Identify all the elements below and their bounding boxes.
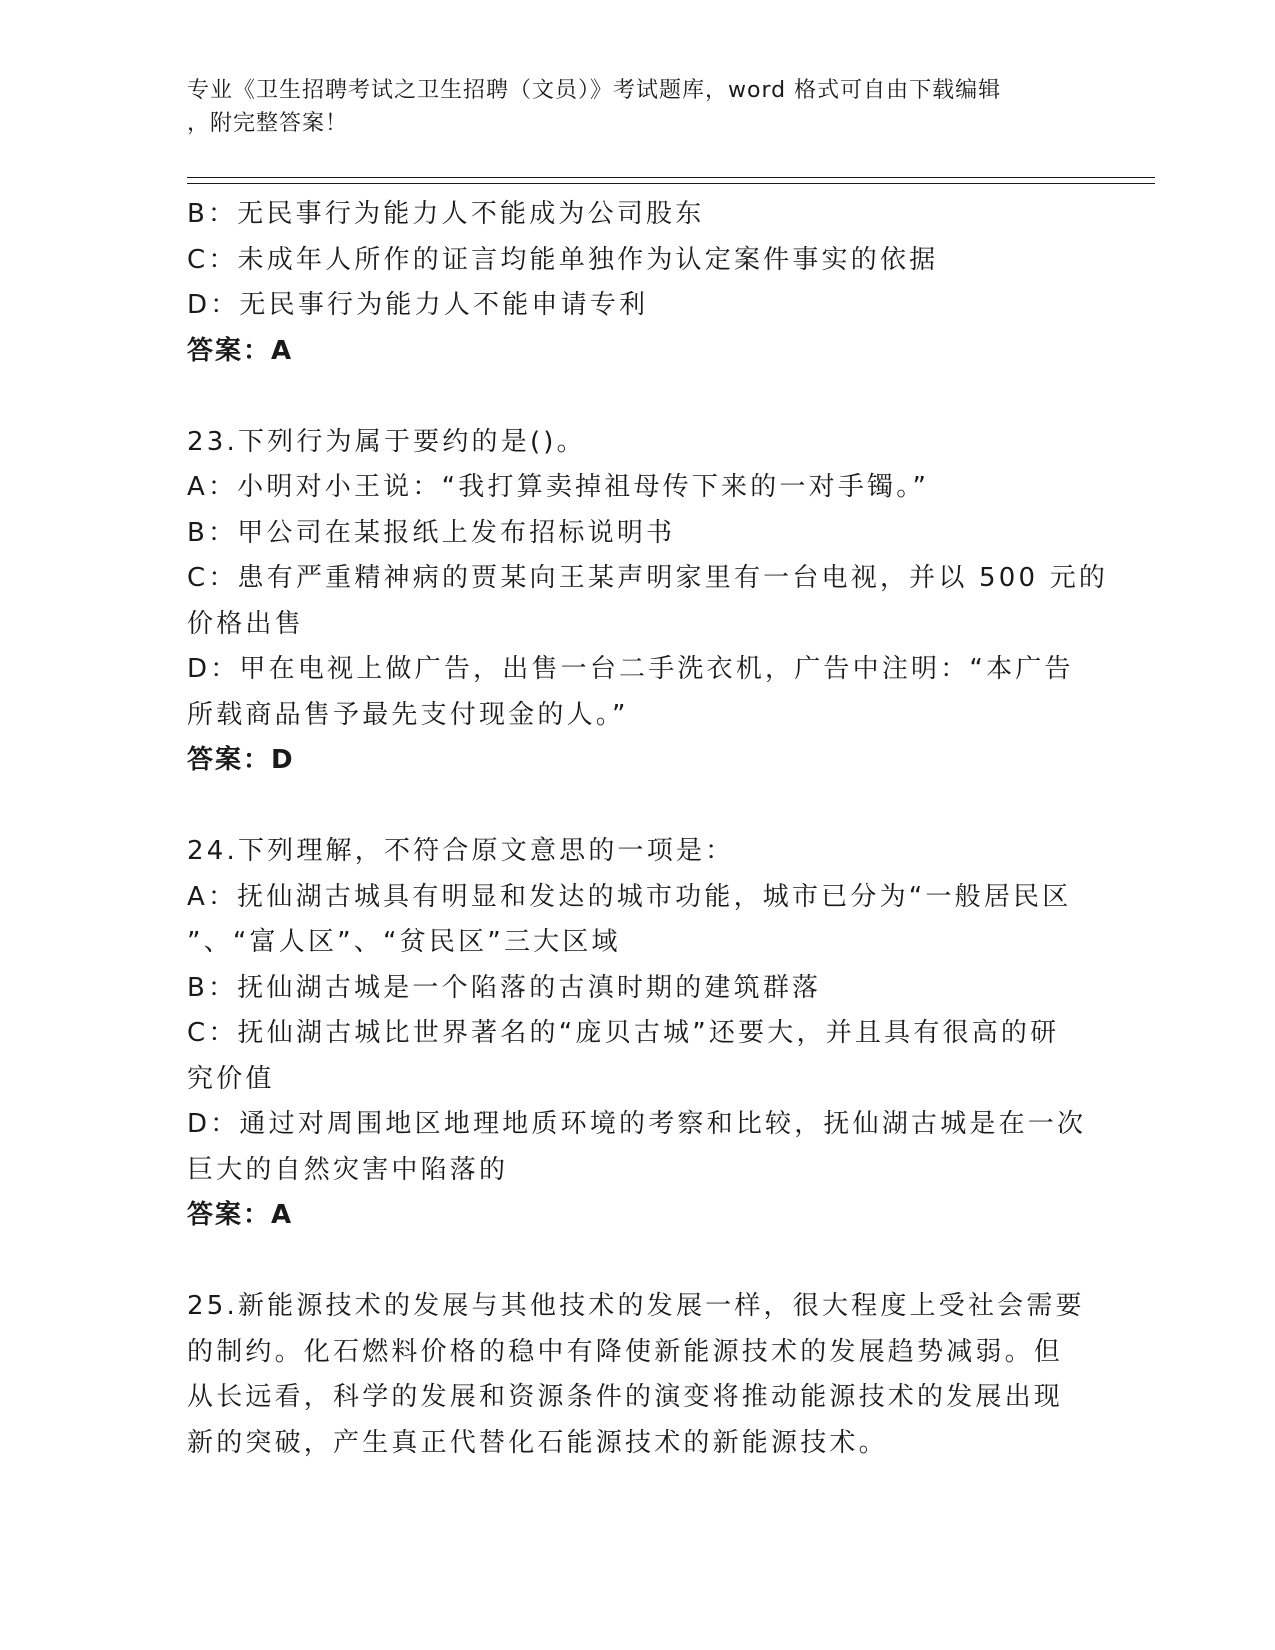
option-line: 究价值 bbox=[187, 1063, 275, 1094]
option-line: C：患有严重精神病的贾某向王某声明家里有一台电视，并以 500 元的 bbox=[187, 563, 1109, 593]
paragraph-line: 从长远看，科学的发展和资源条件的演变将推动能源技术的发展出现 bbox=[187, 1382, 1064, 1412]
option-line: 巨大的自然灾害中陷落的 bbox=[187, 1154, 509, 1185]
question-24 bbox=[187, 829, 1087, 1239]
spacer bbox=[187, 784, 1087, 830]
option-line: 所载商品售予最先支付现金的人。” bbox=[187, 699, 629, 730]
option-d: D：无民事行为能力人不能申请专利 bbox=[187, 290, 649, 320]
option-b: B：无民事行为能力人不能成为公司股东 bbox=[187, 199, 705, 229]
header-line: 专业《卫生招聘考试之卫生招聘（文员）》考试题库，word 格式可自由下载编辑 bbox=[187, 78, 1002, 103]
spacer bbox=[187, 1239, 1087, 1285]
option-line: A：小明对小王说：“我打算卖掉祖母传下来的一对手镯。” bbox=[187, 472, 930, 502]
option-line: B：抚仙湖古城是一个陷落的古滇时期的建筑群落 bbox=[187, 972, 822, 1003]
document-header bbox=[187, 74, 1087, 140]
spacer bbox=[187, 374, 1087, 420]
option-line: C：抚仙湖古城比世界著名的“庞贝古城”还要大，并且具有很高的研 bbox=[187, 1018, 1060, 1048]
option-line: B：甲公司在某报纸上发布招标说明书 bbox=[187, 517, 676, 548]
question-stem: 23.下列行为属于要约的是()。 bbox=[187, 426, 586, 457]
header-rule-top bbox=[187, 177, 1155, 178]
question-stem: 24.下列理解，不符合原文意思的一项是： bbox=[187, 836, 735, 866]
question-22-tail bbox=[187, 192, 1087, 374]
paragraph-line: 的制约。化石燃料价格的稳中有降使新能源技术的发展趋势减弱。但 bbox=[187, 1336, 1064, 1367]
option-c: C：未成年人所作的证言均能单独作为认定案件事实的依据 bbox=[187, 244, 939, 275]
answer-label: 答案：D bbox=[187, 745, 295, 775]
header-rule-bottom bbox=[187, 183, 1155, 184]
document-body bbox=[187, 192, 1109, 1466]
question-23 bbox=[187, 420, 1109, 784]
paragraph-line: 25.新能源技术的发展与其他技术的发展一样，很大程度上受社会需要 bbox=[187, 1291, 1085, 1321]
question-25 bbox=[187, 1284, 1087, 1466]
option-line: D：通过对周围地区地理地质环境的考察和比较，抚仙湖古城是在一次 bbox=[187, 1109, 1087, 1139]
option-line: D：甲在电视上做广告，出售一台二手洗衣机，广告中注明：“本广告 bbox=[187, 654, 1074, 684]
answer-label: 答案：A bbox=[187, 335, 294, 366]
answer-label: 答案：A bbox=[187, 1200, 294, 1230]
option-line: A：抚仙湖古城具有明显和发达的城市功能，城市已分为“一般居民区 bbox=[187, 881, 1072, 912]
option-line: 价格出售 bbox=[187, 608, 304, 639]
header-line: ，附完整答案！ bbox=[187, 111, 349, 136]
option-line: ”、“富人区”、“贫民区”三大区域 bbox=[187, 927, 621, 957]
paragraph-line: 新的突破，产生真正代替化石能源技术的新能源技术。 bbox=[187, 1427, 888, 1458]
